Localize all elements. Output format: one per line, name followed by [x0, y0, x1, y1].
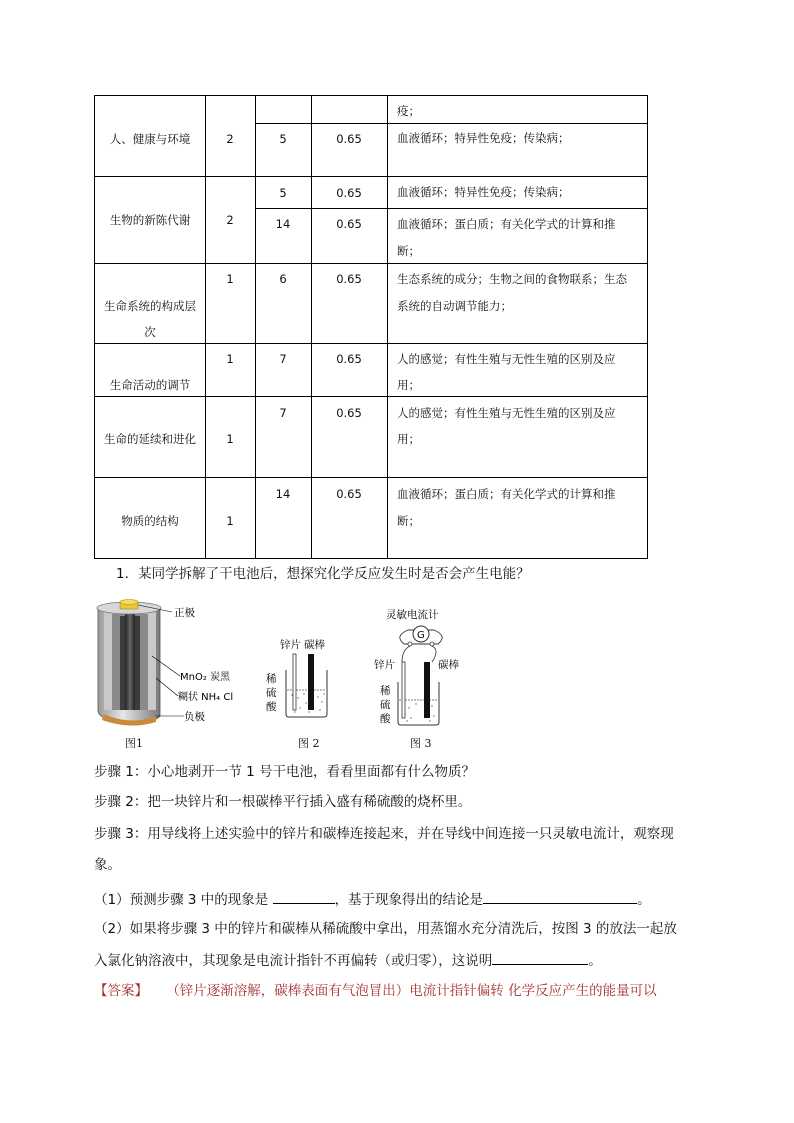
answer-line [94, 982, 657, 1000]
points-cell-line2: 系统的自动调节能力； [397, 299, 512, 313]
subquestion-1-text-c: 。 [637, 892, 651, 908]
score-cell: 0.65 [336, 186, 362, 200]
acid-label-2: 硫 [380, 699, 391, 711]
answer-blank-3[interactable] [492, 950, 588, 965]
points-cell-line1: 血液循环；蛋白质；有关化学式的计算和推 [397, 487, 616, 501]
points-cell-line1: 血液循环；蛋白质；有关化学式的计算和推 [397, 217, 616, 231]
knowledge-table [94, 95, 648, 559]
nh4cl-label: 糊状 NH₄ Cl [178, 692, 234, 703]
row-divider [255, 208, 647, 209]
acid-label-3: 酸 [266, 701, 277, 713]
points-cell-line1: 人的感觉；有性生殖与无性生殖的区别及应 [397, 406, 616, 420]
subquestion-1 [94, 889, 651, 909]
topic-cell-line1: 生命系统的构成层 [104, 299, 196, 313]
mno2-label: MnO₂ 炭黑 [180, 672, 231, 683]
step-1: 步骤 1：小心地剥开一节 1 号干电池，看看里面都有什么物质？ [94, 764, 476, 780]
zinc-carbon-beaker [262, 598, 352, 728]
count-cell: 1 [226, 432, 234, 446]
figure-2-caption: 图 2 [298, 737, 320, 750]
meter-label: 灵敏电流计 [386, 609, 439, 621]
figure-3-circuit [372, 606, 472, 741]
galvanometer-circuit [372, 606, 472, 741]
points-cell: 血液循环；特异性免疫；传染病； [397, 131, 570, 145]
topic-cell: 生命活动的调节 [109, 378, 191, 392]
carbon-label: 碳棒 [304, 639, 325, 651]
g-label: G [417, 630, 425, 641]
question-cell: 5 [279, 186, 287, 200]
points-cell: 疫； [397, 104, 420, 118]
row-divider [95, 477, 647, 478]
figure-1-dry-cell [94, 598, 254, 748]
answer-text: （锌片逐渐溶解，碳棒表面有气泡冒出）电流计指针偏转 化学反应产生的能量可以 [166, 983, 657, 999]
positive-pole-label: 正极 [174, 607, 195, 619]
question-stem: 1．某同学拆解了干电池后，想探究化学反应发生时是否会产生电能？ [116, 566, 530, 582]
subquestion-2-text-b: 。 [588, 953, 602, 969]
topic-cell: 生命的延续和进化 [104, 432, 196, 446]
count-cell: 1 [226, 514, 234, 528]
step-2: 步骤 2：把一块锌片和一根碳棒平行插入盛有稀硫酸的烧杯里。 [94, 794, 472, 810]
zinc-label: 锌片 [280, 639, 301, 651]
question-cell: 14 [275, 217, 291, 231]
acid-label-3: 酸 [380, 713, 391, 725]
count-cell: 2 [226, 132, 234, 146]
step-3-line2: 象。 [94, 857, 121, 873]
question-cell: 7 [279, 352, 287, 366]
points-cell-line2: 用； [397, 378, 420, 392]
acid-label-2: 硫 [266, 687, 277, 699]
score-cell: 0.65 [336, 217, 362, 231]
count-cell: 1 [226, 272, 234, 286]
figure-2-beaker [262, 598, 352, 728]
count-cell: 1 [226, 352, 234, 366]
figure-3-caption: 图 3 [410, 737, 432, 750]
score-cell: 0.65 [336, 487, 362, 501]
carbon-label: 碳棒 [438, 659, 459, 671]
question-cell: 14 [275, 487, 291, 501]
zinc-label: 锌片 [374, 659, 395, 671]
topic-cell-line2: 次 [144, 325, 156, 339]
points-cell-line1: 生态系统的成分；生物之间的食物联系；生态 [397, 272, 627, 286]
acid-label-1: 稀 [266, 673, 277, 685]
subquestion-1-text-b: ，基于现象得出的结论是 [334, 892, 484, 908]
question-cell: 6 [279, 272, 287, 286]
col-divider [205, 96, 206, 558]
points-cell: 血液循环；特异性免疫；传染病； [397, 185, 570, 199]
dry-cell-illustration [94, 598, 254, 748]
score-cell: 0.65 [336, 352, 362, 366]
topic-cell: 物质的结构 [121, 514, 179, 528]
points-cell-line2: 断； [397, 244, 420, 258]
figure-1-caption: 图1 [125, 737, 143, 750]
acid-label-1: 稀 [380, 685, 391, 697]
score-cell: 0.65 [336, 406, 362, 420]
points-cell-line2: 用； [397, 432, 420, 446]
negative-pole-label: 负极 [184, 711, 205, 723]
topic-cell: 生物的新陈代谢 [109, 213, 191, 227]
answer-blank-2[interactable] [483, 889, 637, 904]
subquestion-2-line2 [94, 950, 602, 970]
question-cell: 5 [279, 132, 287, 146]
row-divider [95, 343, 647, 344]
count-cell: 2 [226, 213, 234, 227]
subquestion-2-text-a: 入氯化钠溶液中，其现象是电流计指针不再偏转（或归零），这说明 [94, 953, 493, 969]
subquestion-2-line1: （2）如果将步骤 3 中的锌片和碳棒从稀硫酸中拿出，用蒸馏水充分清洗后，按图 3 的放法一起放 [94, 921, 677, 937]
row-divider [95, 176, 647, 177]
topic-cell: 人、健康与环境 [109, 132, 191, 146]
answer-label: 【答案】 [94, 983, 148, 999]
points-cell-line2: 断； [397, 514, 420, 528]
subquestion-1-text-a: （1）预测步骤 3 中的现象是 [94, 892, 273, 908]
points-cell-line1: 人的感觉；有性生殖与无性生殖的区别及应 [397, 352, 616, 366]
question-cell: 7 [279, 406, 287, 420]
step-3-line1: 步骤 3：用导线将上述实验中的锌片和碳棒连接起来，并在导线中间连接一只灵敏电流计，观察现 [94, 826, 674, 842]
answer-blank-1[interactable] [273, 889, 335, 904]
col-divider [387, 96, 388, 558]
score-cell: 0.65 [336, 272, 362, 286]
score-cell: 0.65 [336, 132, 362, 146]
